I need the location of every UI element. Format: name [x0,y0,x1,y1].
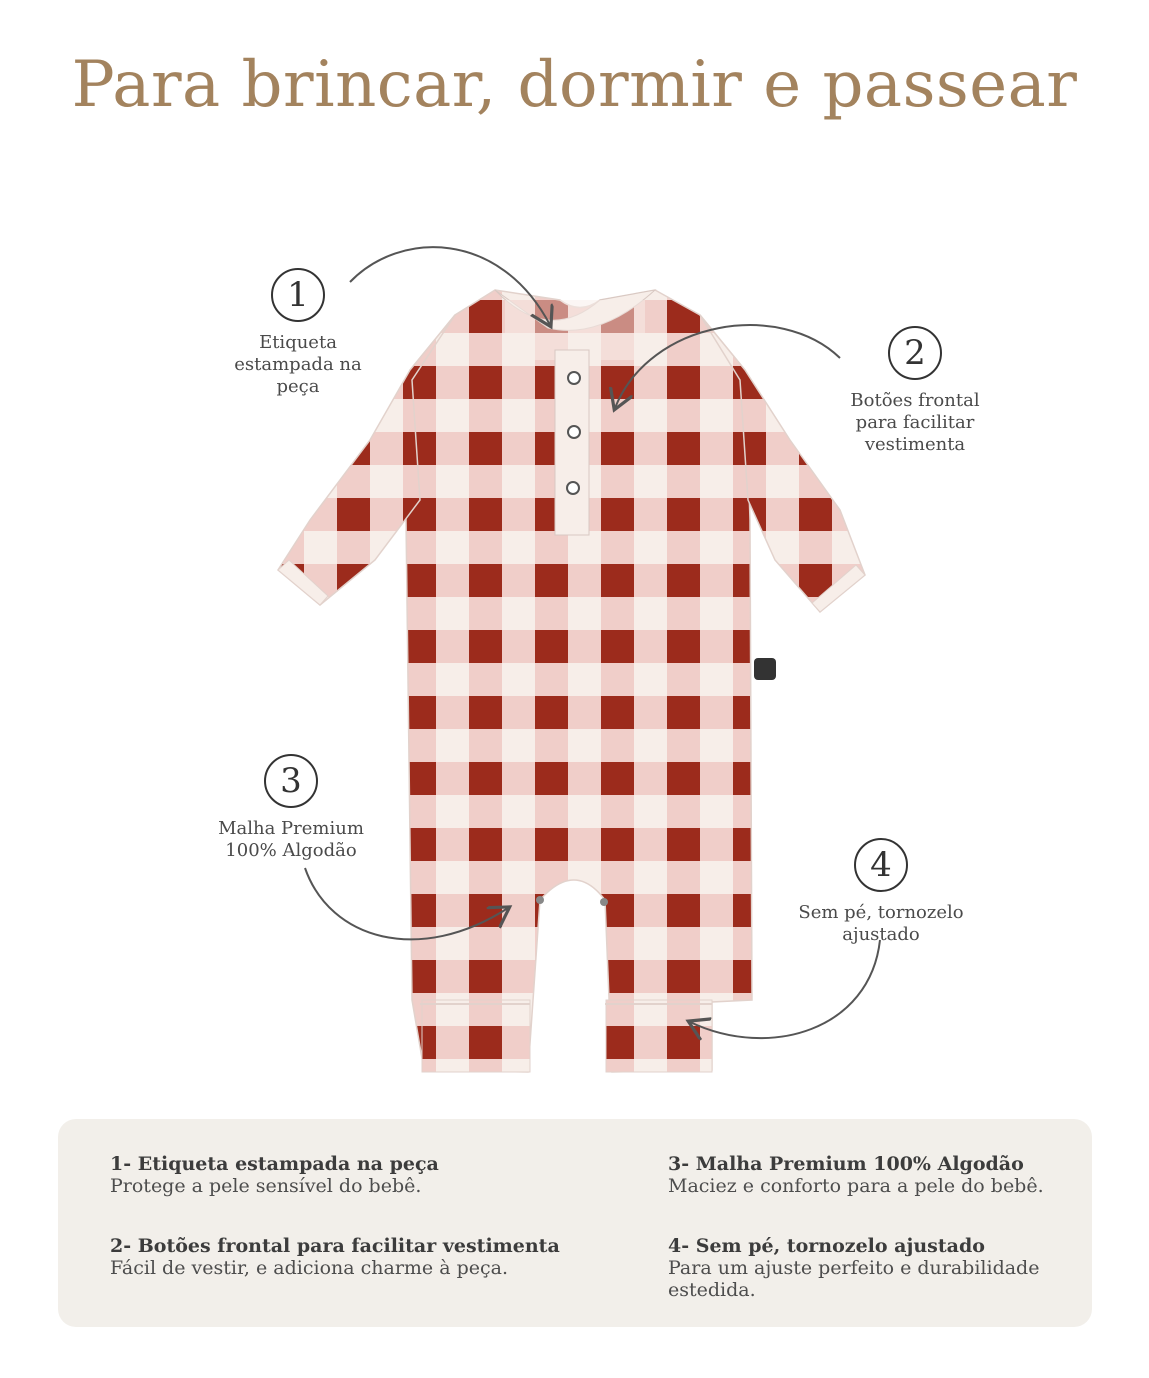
callout-number-4: 4 [854,838,908,892]
feature-title: 2- Botões frontal para facilitar vestimenta [110,1235,560,1257]
feature-4 [668,1235,1078,1301]
page-title: Para brincar, dormir e passear [71,48,1078,122]
callout-2-line: vestimenta [864,434,966,455]
callout-1-line: peça [276,376,320,397]
feature-3 [668,1153,1068,1197]
feature-description: Maciez e conforto para a pele do bebê. [668,1175,1044,1197]
callout-2-line: Botões frontal [850,390,980,411]
callout-number-3: 3 [264,754,318,808]
callout-3-line: Malha Premium [218,818,364,839]
feature-description: estedida. [668,1279,756,1301]
feature-description: Fácil de vestir, e adiciona charme à peça. [110,1257,508,1279]
callout-2-line: para facilitar [855,412,975,433]
feature-1 [110,1153,610,1197]
feature-title: 1- Etiqueta estampada na peça [110,1153,439,1175]
callout-1-line: estampada na [234,354,362,375]
callout-1-line: Etiqueta [259,332,337,353]
callout-3 [208,754,374,862]
feature-2 [110,1235,630,1279]
romper-garment [278,290,865,1072]
callout-1 [218,268,378,398]
feature-description: Para um ajuste perfeito e durabilidade [668,1257,1040,1279]
features-panel [58,1119,1092,1327]
callout-3-line: 100% Algodão [225,840,357,861]
callout-2 [830,326,1000,456]
callout-4 [786,838,976,946]
callout-number-1: 1 [271,268,325,322]
feature-title: 4- Sem pé, tornozelo ajustado [668,1235,985,1257]
feature-description: Protege a pele sensível do bebê. [110,1175,422,1197]
callout-4-line: ajustado [842,924,920,945]
callout-number-2: 2 [888,326,942,380]
callout-4-line: Sem pé, tornozelo [798,902,964,923]
feature-title: 3- Malha Premium 100% Algodão [668,1153,1024,1175]
